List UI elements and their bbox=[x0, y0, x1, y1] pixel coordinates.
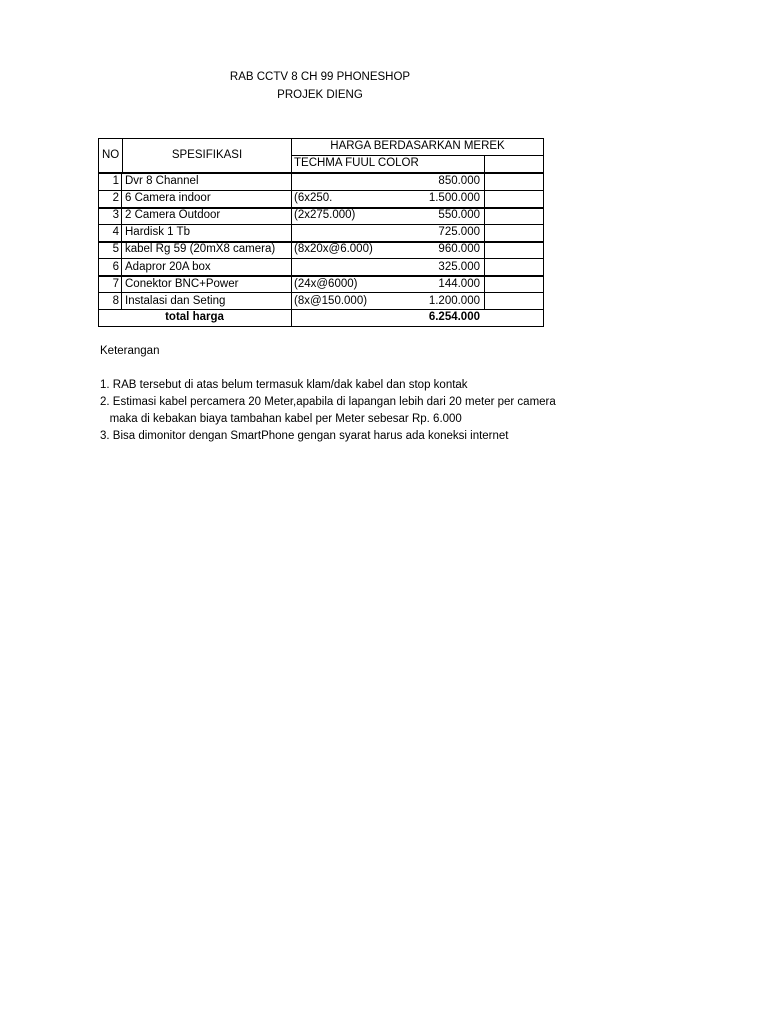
row-spec: Conektor BNC+Power bbox=[125, 278, 239, 290]
row-number: 4 bbox=[112, 226, 119, 238]
header-no: NO bbox=[102, 149, 120, 161]
row-detail: (8x@150.000) bbox=[294, 295, 368, 307]
header-brand: TECHMA FUUL COLOR bbox=[294, 157, 419, 169]
row-detail: (8x20x@6.000) bbox=[294, 243, 373, 255]
row-number: 6 bbox=[112, 261, 119, 273]
row-detail: (24x@6000) bbox=[294, 278, 358, 290]
row-number: 1 bbox=[112, 175, 119, 187]
row-price: 1.200.000 bbox=[428, 295, 480, 307]
note-line: maka di kebakan biaya tambahan kabel per Meter sebesar Rp. 6.000 bbox=[100, 413, 462, 425]
header-price-group: HARGA BERDASARKAN MEREK bbox=[330, 140, 505, 152]
total-value: 6.254.000 bbox=[428, 311, 480, 323]
row-price: 144.000 bbox=[438, 278, 480, 290]
row-detail: (2x275.000) bbox=[294, 209, 356, 221]
total-label: total harga bbox=[165, 311, 224, 323]
row-number: 8 bbox=[112, 295, 119, 307]
note-line: 3. Bisa dimonitor dengan SmartPhone gengan syarat harus ada koneksi internet bbox=[100, 430, 509, 442]
row-spec: 6 Camera indoor bbox=[125, 192, 211, 204]
col-rule-price bbox=[484, 155, 485, 309]
row-spec: kabel Rg 59 (20mX8 camera) bbox=[125, 243, 276, 255]
table-border-bottom bbox=[98, 326, 544, 327]
col-rule-no bbox=[121, 172, 122, 309]
notes-heading: Keterangan bbox=[100, 345, 160, 357]
document-subtitle: PROJEK DIENG bbox=[277, 89, 363, 101]
row-number: 2 bbox=[112, 192, 119, 204]
price-table bbox=[98, 138, 544, 327]
header-spec: SPESIFIKASI bbox=[171, 149, 243, 161]
row-price: 725.000 bbox=[438, 226, 480, 238]
row-number: 3 bbox=[112, 209, 119, 221]
row-price: 1.500.000 bbox=[428, 192, 480, 204]
table-border-right bbox=[543, 138, 544, 327]
row-number: 7 bbox=[112, 278, 119, 290]
row-spec: 2 Camera Outdoor bbox=[125, 209, 221, 221]
row-spec: Instalasi dan Seting bbox=[125, 295, 226, 307]
row-price: 960.000 bbox=[438, 243, 480, 255]
row-detail: (6x250. bbox=[294, 192, 333, 204]
row-price: 550.000 bbox=[438, 209, 480, 221]
row-price: 325.000 bbox=[438, 261, 480, 273]
document-title: RAB CCTV 8 CH 99 PHONESHOP bbox=[229, 71, 411, 83]
row-spec: Adapror 20A box bbox=[125, 261, 211, 273]
row-spec: Hardisk 1 Tb bbox=[125, 226, 190, 238]
row-number: 5 bbox=[112, 243, 119, 255]
row-spec: Dvr 8 Channel bbox=[125, 175, 199, 187]
row-price: 850.000 bbox=[438, 175, 480, 187]
note-line: 2. Estimasi kabel percamera 20 Meter,apabila di lapangan lebih dari 20 meter per camera bbox=[100, 396, 556, 408]
note-line: 1. RAB tersebut di atas belum termasuk klam/dak kabel dan stop kontak bbox=[100, 379, 468, 391]
